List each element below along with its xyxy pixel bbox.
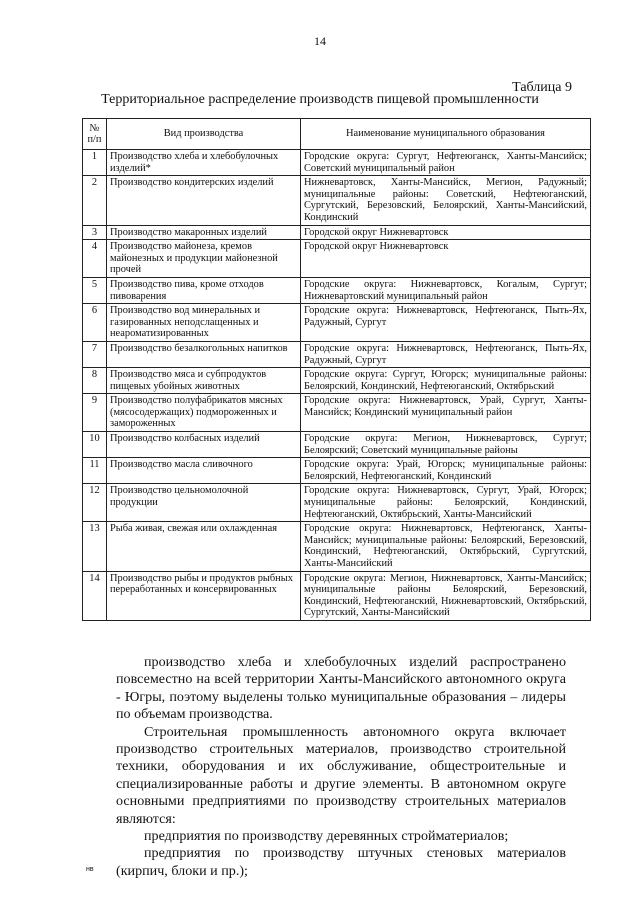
row-type: Рыба живая, свежая или охлажденная — [107, 522, 301, 571]
row-type: Производство колбасных изделий — [107, 432, 301, 458]
production-table — [82, 118, 591, 621]
row-num: 9 — [83, 394, 107, 432]
table-row — [83, 176, 591, 225]
row-num: 1 — [83, 150, 107, 176]
row-municipality: Городские округа: Сургут, Югорск; муниципальные районы: Белоярский, Кондинский, Нефтеюганский, Октябрьский — [301, 368, 591, 394]
row-municipality: Городской округ Нижневартовск — [301, 225, 591, 240]
row-municipality: Городские округа: Сургут, Нефтеюганск, Ханты-Мансийск; Советский муниципальный район — [301, 150, 591, 176]
row-num: 3 — [83, 225, 107, 240]
page-number: 14 — [314, 34, 326, 48]
list-item-wood-materials: предприятия по производству деревянных стройматериалов; — [144, 828, 509, 845]
table-row — [83, 522, 591, 571]
row-type: Производство вод минеральных и газированных неподслащенных и неароматизированных — [107, 304, 301, 342]
row-municipality: Городские округа: Урай, Югорск; муниципальные районы: Белоярский, Нефтеюганский, Кондинский — [301, 458, 591, 484]
paragraph-construction: Строительная промышленность автономного округа включает производство строительных материалов, производство строительной техники, оборудования и их обслуживание, общестроительные и специализированные работы и другие элементы. В автономном округе основными предприятиями по производству строительных материалов являются: — [116, 723, 566, 827]
row-municipality: Городские округа: Мегион, Нижневартовск, Ханты-Мансийск; муниципальные районы Белоярский, Березовский, Кондинский, Нефтеюганский, Нижневартовский, Октябрьский, Сургутский, Ханты-Мансийский — [301, 571, 591, 620]
row-municipality: Городские округа: Нижневартовск, Урай, Сургут, Ханты-Мансийск; Кондинский муниципальный район — [301, 394, 591, 432]
row-type: Производство пива, кроме отходов пивоварения — [107, 277, 301, 303]
row-num: 4 — [83, 240, 107, 278]
row-num: 10 — [83, 432, 107, 458]
row-num: 12 — [83, 484, 107, 522]
table-row — [83, 150, 591, 176]
row-municipality: Городские округа: Нижневартовск, Сургут, Урай, Югорск; муниципальные районы: Белоярский, Кондинский, Нефтеюганский, Октябрьский, Ханты-Мансийский — [301, 484, 591, 522]
table-row — [83, 432, 591, 458]
table-row — [83, 484, 591, 522]
row-type: Производство майонеза, кремов майонезных и продукции майонезной прочей — [107, 240, 301, 278]
header-municipality: Наименование муниципального образования — [301, 119, 591, 150]
table-row — [83, 225, 591, 240]
table-header-row — [83, 119, 591, 150]
row-type: Производство рыбы и продуктов рыбных переработанных и консервированных — [107, 571, 301, 620]
row-municipality: Городские округа: Нижневартовск, Когалым, Сургут; Нижневартовский муниципальный район — [301, 277, 591, 303]
row-num: 2 — [83, 176, 107, 225]
table-row — [83, 341, 591, 367]
header-type: Вид производства — [107, 119, 301, 150]
body-text — [116, 654, 566, 880]
table-row — [83, 458, 591, 484]
row-municipality: Городские округа: Нижневартовск, Нефтеюганск, Пыть-Ях, Радужный, Сургут — [301, 304, 591, 342]
row-num: 13 — [83, 522, 107, 571]
footnote-paragraph — [116, 654, 566, 724]
row-municipality: Городской округ Нижневартовск — [301, 240, 591, 278]
header-num: № п/п — [83, 119, 107, 150]
list-item-wall-materials: предприятия по производству штучных стеновых материалов (кирпич, блоки и пр.); — [116, 845, 566, 879]
row-num: 11 — [83, 458, 107, 484]
table-row — [83, 368, 591, 394]
footnote-text: производство хлеба и хлебобулочных изделий распространено повсеместно на всей территории Ханты-Мансийского автономного округа - Югры, поэтому выделены только муниципальные образования – лидеры по объемам производства. — [116, 654, 566, 723]
row-type: Производство масла сливочного — [107, 458, 301, 484]
table-row — [83, 304, 591, 342]
table-row — [83, 571, 591, 620]
row-type: Производство безалкогольных напитков — [107, 341, 301, 367]
table-row — [83, 277, 591, 303]
row-municipality: Городские округа: Нижневартовск, Нефтеюганск, Пыть-Ях, Радужный, Сургут — [301, 341, 591, 367]
row-municipality: Городские округа: Нижневартовск, Нефтеюганск, Ханты-Мансийск; муниципальные районы: Белоярский, Березовский, Кондинский, Нефтеюганский, Октябрьский, Сургутский, Ханты-Мансийский — [301, 522, 591, 571]
row-num: 7 — [83, 341, 107, 367]
row-num: 6 — [83, 304, 107, 342]
row-municipality: Городские округа: Мегион, Нижневартовск, Сургут; Белоярский; Советский муниципальные районы — [301, 432, 591, 458]
row-type: Производство цельномолочной продукции — [107, 484, 301, 522]
row-municipality: Нижневартовск, Ханты-Мансийск, Мегион, Радужный; муниципальные районы: Советский, Нефтеюганский, Сургутский, Березовский, Белоярский, Ханты-Мансийский, Кондинский — [301, 176, 591, 225]
row-type: Производство полуфабрикатов мясных (мясосодержащих) подмороженных и замороженных — [107, 394, 301, 432]
table-label: Таблица 9 — [512, 80, 572, 95]
row-type: Производство макаронных изделий — [107, 225, 301, 240]
row-num: 5 — [83, 277, 107, 303]
table-row — [83, 240, 591, 278]
footer-code: нв — [86, 866, 94, 873]
row-num: 8 — [83, 368, 107, 394]
row-type: Производство кондитерских изделий — [107, 176, 301, 225]
table-row — [83, 394, 591, 432]
row-type: Производство мяса и субпродуктов пищевых убойных животных — [107, 368, 301, 394]
row-num: 14 — [83, 571, 107, 620]
table-title: Территориальное распределение производств пищевой промышленности — [101, 92, 539, 107]
row-type: Производство хлеба и хлебобулочных изделий* — [107, 150, 301, 176]
